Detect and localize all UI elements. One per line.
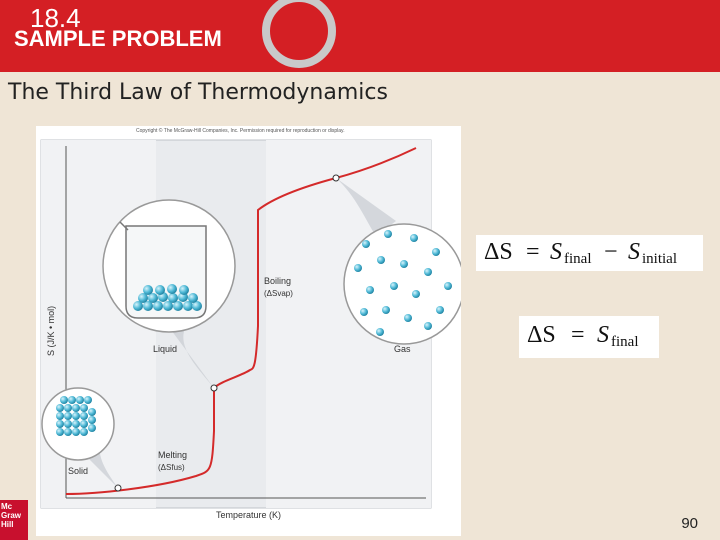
section-label: SAMPLE PROBLEM	[14, 26, 222, 51]
boiling-sub-label: (ΔSvap)	[264, 289, 293, 298]
equation-delta-s-final-minus-initial	[476, 235, 703, 271]
header-banner	[0, 0, 720, 72]
melting-sub-label: (ΔSfus)	[158, 463, 185, 472]
slide-subtitle: The Third Law of Thermodynamics	[8, 80, 388, 105]
eq1-term1: S	[550, 239, 562, 265]
section-number: 18.4	[30, 3, 81, 33]
eq2-lhs: ΔS	[527, 322, 556, 348]
eq2-equals: =	[571, 322, 585, 348]
equation-delta-s-final	[519, 316, 659, 358]
y-axis-label: S (J/K • mol)	[46, 305, 56, 356]
entropy-figure	[36, 126, 461, 536]
gas-inset	[344, 224, 461, 344]
eq1-minus: −	[604, 239, 618, 265]
gas-label: Gas	[394, 344, 411, 354]
eq1-term2: S	[628, 239, 640, 265]
copyright-text: Copyright © The McGraw-Hill Companies, Inc. Permission required for reproduction or display.	[136, 128, 345, 134]
boiling-label: Boiling	[264, 276, 292, 286]
eq1-term1-sub: final	[564, 251, 592, 267]
eq2-term1: S	[597, 322, 609, 348]
decorative-ring-icon	[262, 0, 336, 68]
eq1-lhs: ΔS	[484, 239, 513, 265]
melting-label: Melting	[158, 450, 188, 460]
eq2-term1-sub: final	[611, 334, 639, 350]
x-axis-label: Temperature (K)	[216, 510, 282, 520]
solid-label: Solid	[68, 466, 89, 476]
publisher-logo	[0, 500, 28, 540]
liquid-label: Liquid	[153, 344, 178, 354]
logo-line1: Mc	[1, 502, 13, 511]
logo-line2: Graw	[1, 511, 22, 520]
eq1-term2-sub: initial	[642, 251, 677, 267]
eq1-equals: =	[526, 239, 540, 265]
logo-line3: Hill	[1, 520, 14, 529]
page-number: 90	[681, 515, 698, 532]
